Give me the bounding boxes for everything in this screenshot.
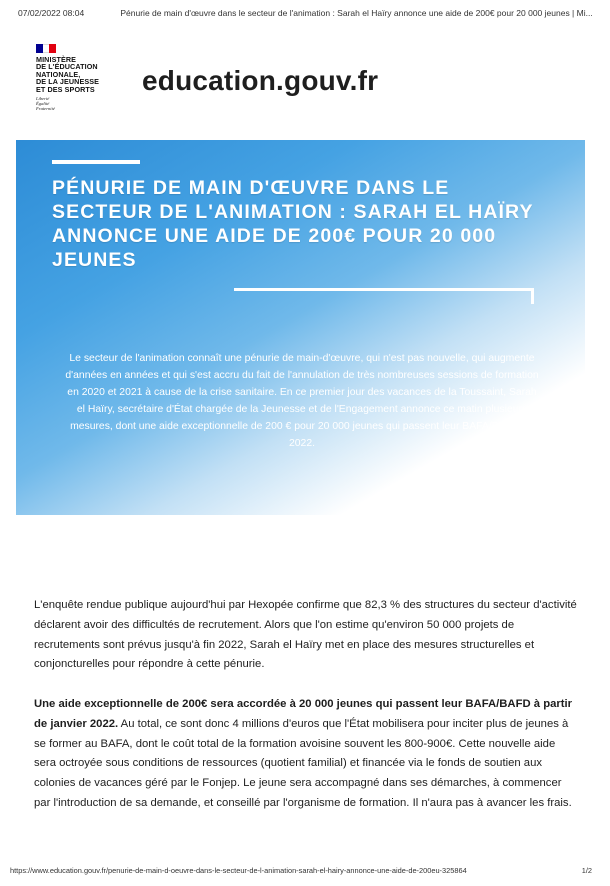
page-url[interactable]: https://www.education.gouv.fr/penurie-de-main-d-oeuvre-dans-le-secteur-de-l-animation-sarah-el-hairy-annonce-une-aide-de-200eu-325864 xyxy=(10,866,467,875)
site-title[interactable]: education.gouv.fr xyxy=(142,65,379,96)
article-title: PÉNURIE DE MAIN D'ŒUVRE DANS LE SECTEUR DE L'ANIMATION : SARAH EL HAÏRY ANNONCE UNE AIDE DE 200€ POUR 20 000 JEUNES xyxy=(52,177,534,271)
print-date: 07/02/2022 08:04 xyxy=(18,8,85,18)
republic-motto: Liberté Égalité Fraternité xyxy=(36,96,55,112)
ministry-name: MINISTÈRE DE L'ÉDUCATION NATIONALE, DE LA JEUNESSE ET DES SPORTS xyxy=(36,55,100,94)
page-number: 1/2 xyxy=(581,866,592,875)
hero-banner xyxy=(16,140,585,515)
article-paragraph-2-lead: Une aide exceptionnelle de 200€ sera accordée à 20 000 jeunes qui passent leur BAFA/BAFD à partir de janvier 2022. xyxy=(34,698,573,730)
hero-decorative-bar xyxy=(52,160,140,164)
print-header xyxy=(18,8,600,18)
article-paragraph-2-body: Au total, ce sont donc 4 millions d'euros que l'État mobilisera pour inciter plus de jeunes à se former au BAFA, dont le coût total de la formation avoisine souvent les 800-900€. Cette nouvelle aide sera octroyée sous conditions de ressources (quotient familial) et financée via le fonds de soutien aux colonies de vacances géré par le Fonjep. Le jeune sera accompagné dans ses démarches, à commencer par l'introduction de sa demande, et conseillé par l'organisme de formation. Il n'aura pas à avancer les frais. xyxy=(34,717,572,809)
article-paragraph-2 xyxy=(34,695,577,814)
french-flag-icon xyxy=(36,44,56,53)
article-intro: Le secteur de l'animation connaît une pénurie de main-d'œuvre, qui n'est pas nouvelle, qui augmente d'années en années et qui s'est accru du fait de l'annulation de très nombreuses sessions de formation en 2020 et 2021 à cause de la crise sanitaire. En ce premier jour des vacances de la Toussaint, Sarah el Haïry, secrétaire d'État chargée de la Jeunesse et de l'Engagement annonce ce matin plusieurs mesures, dont une aide exceptionnelle de 200 € pour 20 000 jeunes qui passent leur BAFA/BAFD en 2022. xyxy=(65,353,539,449)
print-doc-title: Pénurie de main d'œuvre dans le secteur de l'animation : Sarah el Haïry annonce une aide de 200€ pour 20 000 jeunes | Mi... xyxy=(120,8,593,18)
print-footer xyxy=(10,866,600,875)
article-paragraph-1: L'enquête rendue publique aujourd'hui par Hexopée confirme que 82,3 % des structures du secteur d'activité déclarent avoir des difficultés de recrutement. Alors que l'on estime qu'environ 50 000 projets de recrutements sont prévus jusqu'à fin 2022, Sarah el Haïry met en place des mesures structurelles et conjoncturelles pour répondre à cette pénurie. xyxy=(34,599,577,671)
ministry-logo[interactable] xyxy=(36,44,126,111)
hero-decorative-bracket xyxy=(234,288,534,304)
